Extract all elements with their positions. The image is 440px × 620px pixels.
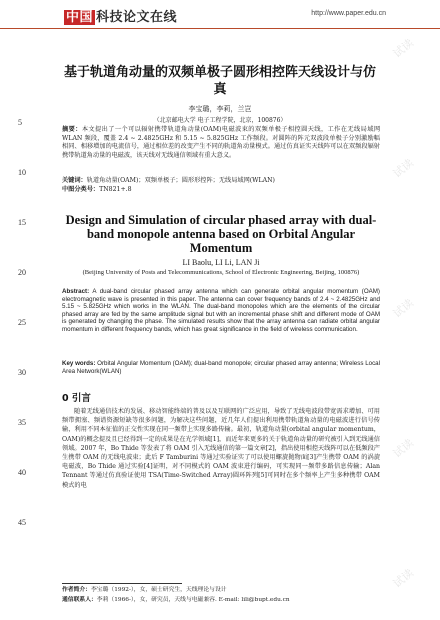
title-cn: 基于轨道角动量的双频单极子圆形相控阵天线设计与仿真 [63, 65, 376, 97]
footnote-contact [62, 596, 380, 604]
line-number: 45 [18, 518, 26, 527]
affiliation-cn: （北京邮电大学 电子工程学院，北京，100876） [153, 117, 287, 124]
line-number: 35 [18, 418, 26, 427]
authors-cn: 李宝璐，李莉，兰岂 [188, 105, 252, 113]
keywords-cn-label: 关键词： [62, 177, 87, 184]
keywords-en-text: Orbital Angular Momentum (OAM); dual-band monopole; circular phased array antenna; Wireless Local Area Network(WLAN) [62, 360, 380, 375]
watermark-3: 试读 [390, 296, 416, 321]
footnote-fund-text: 李宝璐（1992-），女，硕士研究生，天线理论与设计 [91, 587, 227, 593]
line-number: 15 [18, 218, 26, 227]
keywords-en [62, 360, 380, 375]
watermark-5: 试读 [390, 566, 416, 591]
footnote-fund-label: 作者简介： [62, 587, 91, 593]
line-number: 5 [18, 118, 22, 127]
affiliation-en: (Beijing University of Posts and Telecommunications, School of Electronic Engineering, Beijing, 100876) [82, 269, 360, 276]
logo-main: 科技论文在线 [96, 10, 178, 25]
authors-en: LI Baolu, LI Li, LAN Ji [182, 258, 260, 267]
footnote-rule [62, 583, 182, 584]
line-number: 40 [18, 468, 26, 477]
abstract-en [62, 288, 380, 334]
abstract-cn-text: 本文提出了一个可以辐射携带轨道角动量(OAM)电磁波束的双频单极子相控圆天线，工作在无线局域网 WLAN 频段，覆盖 2.4 ~ 2.4825GHz 和 5.15 ~ 5.825GHz 工作频段。对圆阵的阵元双波段单极子分别激励幅相同、相移增加的电流信号，通过相位差的改变产生不同的轨道角动量模式。通过仿真证实天线阵可以在双频段辐射携带轨道角动量的电磁波，该天线对无线通信领域有重大意义。 [62, 126, 381, 159]
watermark-4: 试读 [390, 436, 416, 461]
line-number: 30 [18, 368, 26, 377]
abstract-en-label: Abstract: [62, 288, 90, 295]
clc-cn [62, 186, 380, 195]
abstract-cn [62, 126, 380, 160]
site-url[interactable]: http://www.paper.edu.cn [311, 10, 386, 17]
keywords-cn [62, 177, 380, 186]
abstract-en-text: A dual-band circular phased array antenna which can generate orbital angular momentum (OAM) electromagnetic wave is presented in this paper. The antenna can cover frequency bands of 2.4 ~ 2.4825GHz and 5.15 ~ 5.825GHz which works in the WLAN. The dual-band monopoles which are the elements of the circular phased array are fed by the same amplitude signal but with an incremental phase shift and different mode of OAM is generated by changing the phase. The simulated results show that the array antenna can radiate orbital angular momentum in different frequency bands, which has great significance in the field of wireless communication. [62, 288, 380, 333]
line-number: 20 [18, 268, 26, 277]
site-logo[interactable] [64, 6, 177, 25]
header-bar [0, 0, 440, 29]
watermark-1: 试读 [390, 36, 416, 61]
logo-prefix: 中国 [66, 10, 94, 25]
clc-cn-text: TN821+.8 [99, 186, 132, 193]
intro-paragraph: 随着无线通信技术的发展、移动智能终端的普及以及互联网的广泛应用，导致了无线电波段带宽需求增加、可用频带拥塞、频谱资源短缺等很多问题，为解决这些问题，近几年人们提出利用携带轨道角动量的电磁波进行信号传输，利用不同本征值的正交性实现在同一频带上实现多路传输。最初，轨道角动量(orbital angular momentum，OAM)的概念提及且已经得到一定的成果是在光学领域[1]，而近年来更多的关于轨道角动量的研究被引入到无线通信领域。2007 年，Bo Thide 等发表了将 OAM 引入无线通信的第一篇文章[2]，指出使用相控天线阵可以在低频段产生携带 OAM 的无线电波束；此后 F Tamburini 等通过实验证实了可以使用螺旋抛物面[3]产生携带 OAM 的涡旋电磁波，Bo Thide 通过实验[4]证明，对不同模式的 OAM 波束进行编码，可实现同一频带多路信息传输；Alan Tennant 等通过仿真验证使用 TSA(Time-Switched Array)圆环阵列[5]可同时在多个频率上产生多种携带 OAM 模式的电 [62, 408, 380, 489]
title-en: Design and Simulation of circular phased array with dual-band monopole antenna based on Orbital Angular Momentum [65, 213, 377, 255]
abstract-cn-label: 摘要： [62, 126, 82, 133]
footnote-author [62, 586, 380, 594]
keywords-en-label: Key words: [62, 360, 96, 367]
section-heading-intro: 0 引言 [62, 393, 91, 404]
clc-cn-label: 中图分类号： [62, 186, 100, 193]
keywords-cn-text: 轨道角动量(OAM)；双频单极子；圆形形控阵；无线局域网(WLAN) [86, 177, 275, 184]
footnote-corr-label: 通信联系人： [62, 597, 97, 603]
watermark-2: 试读 [390, 156, 416, 181]
line-number: 10 [18, 168, 26, 177]
footnote-corr-text: 李莉（1966-），女，研究员，天线与电磁兼容. E-mail: lili@bupt.edu.cn [96, 597, 290, 603]
line-number: 25 [18, 318, 26, 327]
